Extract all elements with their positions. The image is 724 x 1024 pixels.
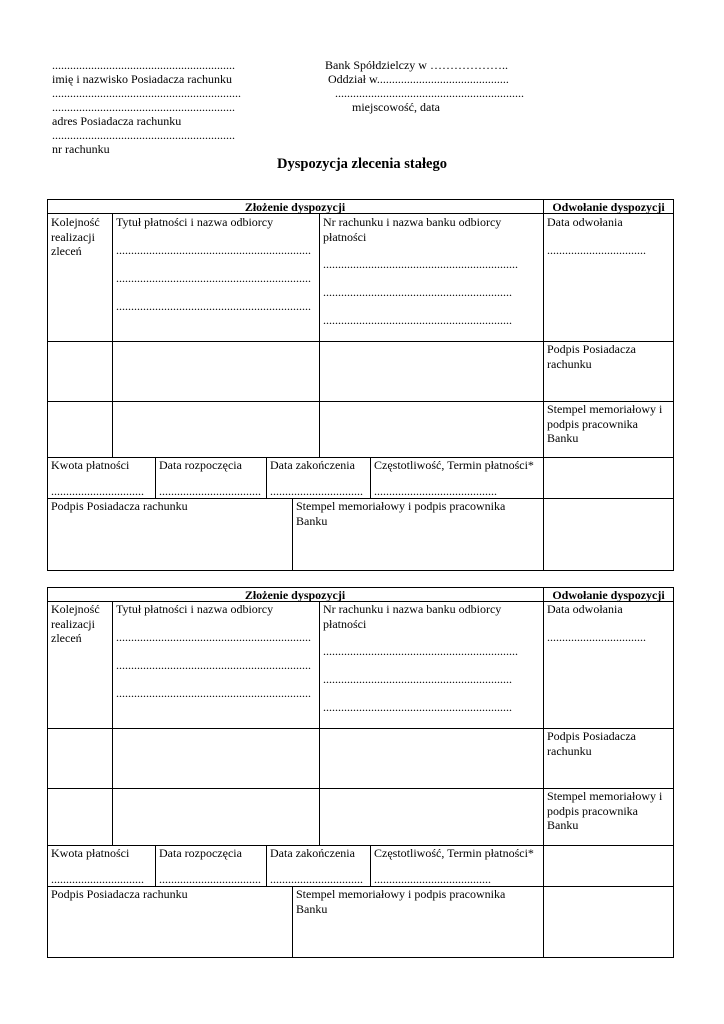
order-label: Kolejność realizacji zleceń: [51, 215, 100, 258]
cancel-owner-sign-label: Podpis Posiadacza rachunku: [547, 342, 636, 371]
cancel-date-dots[interactable]: .................................: [547, 243, 646, 257]
order-label: Kolejność realizacji zleceń: [51, 602, 100, 645]
cancel-date-label: Data odwołania: [547, 602, 623, 616]
amount-dots[interactable]: ...............................: [51, 484, 144, 498]
account-dots: .............................................................: [52, 128, 235, 142]
account-dots-3[interactable]: ...............................................................: [323, 313, 512, 327]
name-label: imię i nazwisko Posiadacza rachunku: [52, 72, 232, 86]
account-dots-3[interactable]: ...............................................................: [323, 700, 512, 714]
cancel-owner-sign-label: Podpis Posiadacza rachunku: [547, 729, 636, 758]
cancel-bank-stamp-label: Stempel memoriałowy i podpis pracownika Banku: [547, 789, 663, 832]
page-title: Dyspozycja zlecenia stałego: [277, 156, 447, 172]
title-label: Tytuł płatności i nazwa odbiorcy: [116, 602, 274, 616]
amount-label: Kwota płatności: [51, 458, 130, 472]
amount-dots[interactable]: ...............................: [51, 872, 144, 886]
end-date-dots[interactable]: ...............................: [270, 484, 363, 498]
title-dots-3[interactable]: .................................................................: [116, 686, 311, 700]
owner-sign-label: Podpis Posiadacza rachunku: [51, 499, 188, 513]
frequency-label: Częstotliwość, Termin płatności*: [374, 846, 534, 860]
frequency-dots[interactable]: .......................................: [374, 872, 491, 886]
address-dots-1: ...............................................................: [52, 86, 241, 100]
bank-stamp-label: Stempel memoriałowy i podpis pracownika Banku: [296, 887, 506, 916]
account-label: Nr rachunku i nazwa banku odbiorcy płatności: [323, 215, 502, 244]
section-cancel-heading: Odwołanie dyspozycji: [552, 200, 665, 214]
title-dots-3[interactable]: .................................................................: [116, 299, 311, 313]
frequency-dots[interactable]: .........................................: [374, 484, 497, 498]
section-submit-heading: Złożenie dyspozycji: [244, 200, 346, 214]
start-date-dots[interactable]: ..................................: [159, 484, 261, 498]
title-dots-2[interactable]: .................................................................: [116, 271, 311, 285]
title-dots-1[interactable]: .................................................................: [116, 630, 311, 644]
bank-stamp-label: Stempel memoriałowy i podpis pracownika Banku: [296, 499, 506, 528]
section-cancel-heading: Odwołanie dyspozycji: [552, 588, 665, 602]
start-date-label: Data rozpoczęcia: [159, 458, 242, 472]
start-date-dots[interactable]: ..................................: [159, 872, 261, 886]
title-label: Tytuł płatności i nazwa odbiorcy: [116, 215, 274, 229]
branch-name: Oddział w............................................: [328, 72, 509, 86]
bank-name: Bank Spółdzielczy w ………………..: [325, 58, 508, 72]
address-label: adres Posiadacza rachunku: [52, 114, 182, 128]
account-dots-2[interactable]: ...............................................................: [323, 672, 512, 686]
title-dots-2[interactable]: .................................................................: [116, 658, 311, 672]
cancel-date-dots[interactable]: .................................: [547, 630, 646, 644]
account-label: Nr rachunku i nazwa banku odbiorcy płatności: [323, 602, 502, 631]
cancel-bank-stamp-label: Stempel memoriałowy i podpis pracownika Banku: [547, 402, 663, 445]
place-date-label: miejscowość, data: [352, 100, 440, 114]
end-date-label: Data zakończenia: [270, 846, 355, 860]
start-date-label: Data rozpoczęcia: [159, 846, 242, 860]
end-date-label: Data zakończenia: [270, 458, 355, 472]
section-submit-heading: Złożenie dyspozycji: [244, 588, 346, 602]
standing-order-form-1: [47, 199, 674, 574]
account-dots-1[interactable]: .................................................................: [323, 257, 518, 271]
end-date-dots[interactable]: ...............................: [270, 872, 363, 886]
cancel-date-label: Data odwołania: [547, 215, 623, 229]
account-dots-1[interactable]: .................................................................: [323, 644, 518, 658]
account-label: nr rachunku: [52, 142, 110, 156]
title-dots-1[interactable]: .................................................................: [116, 243, 311, 257]
account-dots-2[interactable]: ...............................................................: [323, 285, 512, 299]
amount-label: Kwota płatności: [51, 846, 130, 860]
place-date-dots: ...............................................................: [335, 86, 524, 100]
standing-order-form-2: [47, 587, 674, 962]
owner-sign-label: Podpis Posiadacza rachunku: [51, 887, 188, 901]
frequency-label: Częstotliwość, Termin płatności*: [374, 458, 534, 472]
address-dots-2: .............................................................: [52, 100, 235, 114]
name-dots: .............................................................: [52, 58, 235, 72]
